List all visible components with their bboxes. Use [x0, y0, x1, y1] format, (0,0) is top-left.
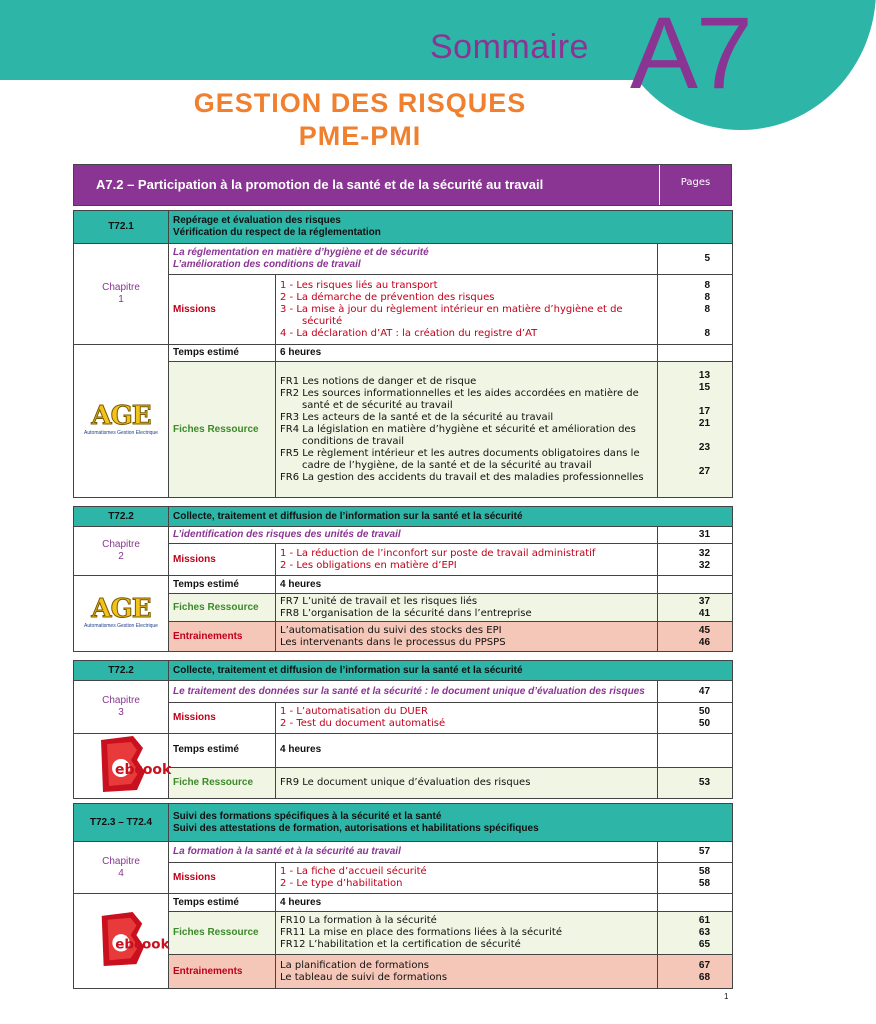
chapter-label: Chapitre 4: [74, 842, 169, 894]
svg-text:ebcook: ebcook: [115, 762, 172, 778]
block-heading: Suivi des formations spécifiques à la sécurité et la santé Suivi des attestations de formation, autorisations et habilitations spécifiques: [169, 804, 733, 842]
block-heading: Collecte, traitement et diffusion de l’information sur la santé et la sécurité: [169, 507, 733, 527]
svg-text:ebcook: ebcook: [115, 936, 170, 953]
fiches-list: FR7 L’unité de travail et les risques liés FR8 L’organisation de la sécurité dans l’entreprise: [276, 594, 658, 622]
missions-list: 1 - L’automatisation du DUER 2 - Test du document automatisé: [276, 703, 658, 734]
temps-value: 4 heures: [276, 576, 658, 594]
fiches-list: FR10 La formation à la sécurité FR11 La mise en place des formations liées à la sécurité FR12 L’habilitation et la certification de sécurité: [276, 912, 658, 955]
chapter-4-table: [73, 803, 733, 989]
chapter-label: Chapitre 3: [74, 681, 169, 734]
age-logo: AGE Automatismes Gestion Electrique: [74, 345, 169, 498]
temps-value: 4 heures: [276, 734, 658, 768]
page-number: 1: [724, 992, 729, 1001]
chapter-3-table: [73, 660, 733, 799]
fiches-pages: 61 63 65: [658, 912, 733, 955]
fiches-label: Fiche Ressource: [169, 767, 276, 798]
entrainements-label: Entrainements: [169, 955, 276, 989]
pages-column-label: Pages: [659, 165, 731, 205]
missions-pages: 50 50: [658, 703, 733, 734]
missions-pages: 58 58: [658, 863, 733, 894]
chapter-intro: La formation à la santé et à la sécurité au travail: [169, 842, 658, 863]
chapter-intro: La réglementation en matière d’hygiène et de sécurité L’amélioration des conditions de travail: [169, 244, 658, 275]
fiches-pages: 37 41: [658, 594, 733, 622]
section-title: A7.2 – Participation à la promotion de la santé et de la sécurité au travail: [74, 165, 659, 205]
missions-list: 1 - Les risques liés au transport 2 - La démarche de prévention des risques 3 - La mise à jour du règlement intérieur en matière d’hygiène et de sécurité 4 - La déclaration d’AT : la création du registre d’AT: [276, 275, 658, 345]
age-logo: AGE Automatismes Gestion Electrique: [74, 576, 169, 652]
temps-label: Temps estimé: [169, 345, 276, 362]
ebcook-logo-icon: [94, 909, 170, 969]
fiches-label: Fiches Ressource: [169, 362, 276, 498]
page-ref: 57: [658, 842, 733, 863]
temps-label: Temps estimé: [169, 734, 276, 768]
chapter-1-table: [73, 210, 733, 498]
page-title: GESTION DES RISQUES: [193, 88, 527, 118]
fiches-list: FR9 Le document unique d’évaluation des risques: [276, 767, 658, 798]
sommaire-label: Sommaire: [430, 28, 589, 66]
missions-label: Missions: [169, 703, 276, 734]
section-header: [73, 164, 732, 206]
ebcook-logo: [74, 734, 172, 799]
fiches-pages: 13 15 17 21 23 27: [658, 362, 733, 498]
temps-value: 4 heures: [276, 894, 658, 912]
temps-label: Temps estimé: [169, 894, 276, 912]
missions-label: Missions: [169, 544, 276, 576]
page-ref: 5: [658, 244, 733, 275]
entrainements-list: La planification de formations Le tableau de suivi de formations: [276, 955, 658, 989]
temps-label: Temps estimé: [169, 576, 276, 594]
temps-value: 6 heures: [276, 345, 658, 362]
entrainements-pages: 45 46: [658, 622, 733, 652]
block-code: T72.2: [74, 661, 169, 681]
missions-list: 1 - La réduction de l’inconfort sur poste de travail administratif 2 - Les obligations en matière d’EPI: [276, 544, 658, 576]
chapter-2-table: [73, 506, 733, 652]
chapter-intro: L’identification des risques des unités de travail: [169, 527, 658, 544]
page-ref: 47: [658, 681, 733, 703]
fiches-list: FR1 Les notions de danger et de risque FR2 Les sources informationnelles et les aides accordées en matière de santé et de sécurité au travail FR3 Les acteurs de la santé et de la sécurité au travail FR4 La législation en matière d’hygiène et sécurité et amélioration des conditions de travail FR5 Le règlement intérieur et les autres documents obligatoires dans le cadre de l’hygiène, de la santé et de la sécurité au travail FR6 La gestion des accidents du travail et des maladies professionnelles: [276, 362, 658, 498]
ebcook-logo: [74, 894, 169, 989]
block-heading: Collecte, traitement et diffusion de l’information sur la santé et la sécurité: [169, 661, 733, 681]
page-subtitle: PME-PMI: [298, 121, 422, 151]
section-code: A7: [630, 0, 751, 110]
missions-label: Missions: [169, 863, 276, 894]
entrainements-list: L’automatisation du suivi des stocks des EPI Les intervenants dans le processus du PPSPS: [276, 622, 658, 652]
block-code: T72.1: [74, 211, 169, 244]
block-code: T72.2: [74, 507, 169, 527]
chapter-label: Chapitre 1: [74, 244, 169, 345]
missions-list: 1 - La fiche d’accueil sécurité 2 - Le type d’habilitation: [276, 863, 658, 894]
fiches-label: Fiches Ressource: [169, 912, 276, 955]
fiches-pages: 53: [658, 767, 733, 798]
entrainements-label: Entrainements: [169, 622, 276, 652]
missions-pages: 32 32: [658, 544, 733, 576]
fiches-label: Fiches Ressource: [169, 594, 276, 622]
entrainements-pages: 67 68: [658, 955, 733, 989]
missions-pages: 8 8 8 8: [658, 275, 733, 345]
chapter-intro: Le traitement des données sur la santé et la sécurité : le document unique d’évaluation des risques: [169, 681, 658, 703]
ebcook-logo-icon: [93, 734, 172, 794]
chapter-label: Chapitre 2: [74, 527, 169, 576]
block-code: T72.3 – T72.4: [74, 804, 169, 842]
page-ref: 31: [658, 527, 733, 544]
block-heading: Repérage et évaluation des risques Vérification du respect de la réglementation: [169, 211, 733, 244]
missions-label: Missions: [169, 275, 276, 345]
